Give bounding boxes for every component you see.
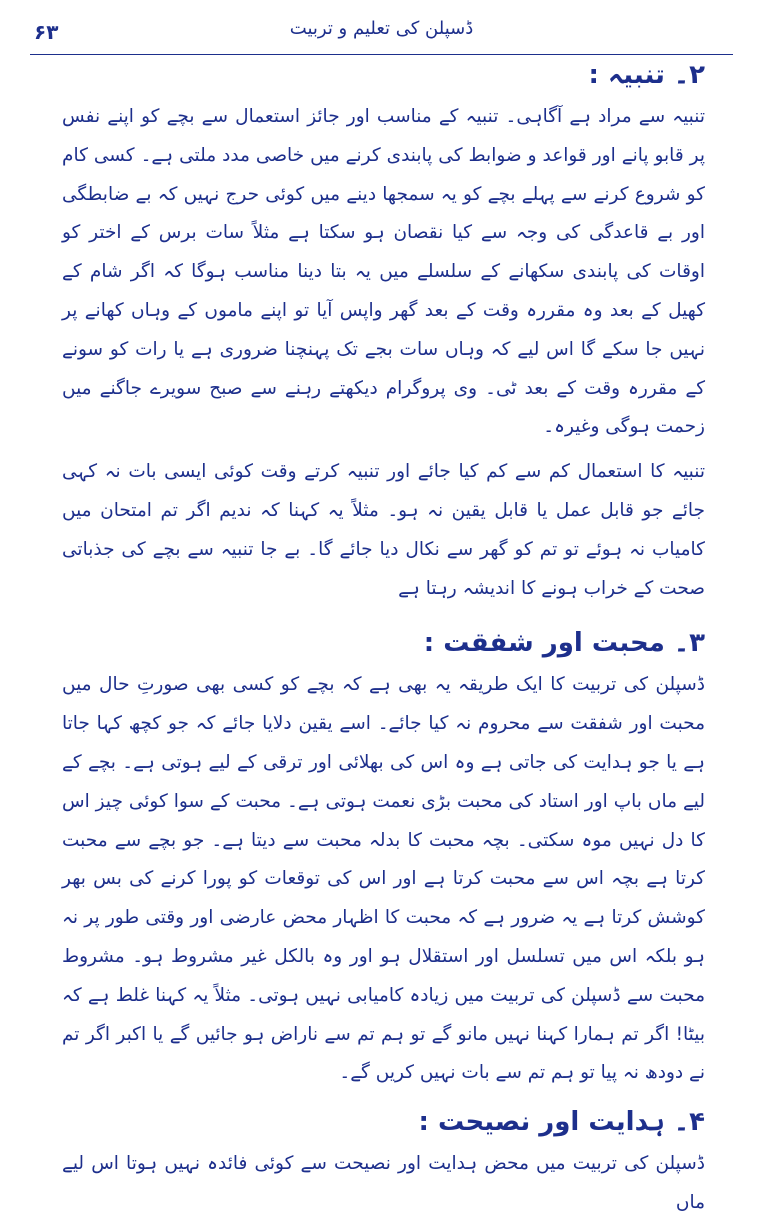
section-heading: ۳۔ محبت اور شفقت :: [423, 628, 705, 659]
paragraph: تنبیہ سے مراد ہے آگاہی۔ تنبیہ کے مناسب اور جائز استعمال سے بچے کو اپنے نفس پر قابو پانے اور قواعد و ضوابط کی پابندی کرنے میں خاصی مدد ملتی ہے۔ کسی کام کو شروع کرنے سے پہلے بچے کو یہ سمجھا دینے میں کوئی حرج نہیں کہ بے ضابطگی اور بے قاعدگی کی وجہ سے کیا نقصان ہو سکتا ہے مثلاً سات برس کے اختر کو اوقات کی پابندی سکھانے کے سلسلے میں یہ بتا دینا مناسب ہوگا کہ اگر شام کے کھیل کے بعد وہ مقررہ وقت کے بعد گھر واپس آیا تو اپنے ماموں کے وہاں کھانے پر نہیں جا سکے گا اس لیے کہ وہاں سات بجے تک پہنچنا ضروری ہے یا رات کو سونے کے مقررہ وقت کے بعد ٹی۔ وی پروگرام دیکھتے رہنے سے صبح سویرے جاگنے میں زحمت ہوگی وغیرہ۔: [62, 106, 705, 438]
page-number: ۶۳: [34, 20, 59, 44]
page-header: [30, 12, 733, 55]
paragraph: تنبیہ کا استعمال کم سے کم کیا جائے اور تنبیہ کرتے وقت کوئی ایسی بات نہ کہی جائے جو قابل عمل یا قابل یقین نہ ہو۔ مثلاً یہ کہنا کہ ندیم اگر تم امتحان میں کامیاب نہ ہوئے تو تم کو گھر سے نکال دیا جائے گا۔ بے جا تنبیہ سے بچے کی جذباتی صحت کے خراب ہونے کا اندیشہ رہتا ہے: [62, 461, 705, 599]
paragraph: ڈسپلن کی تربیت کا ایک طریقہ یہ بھی ہے کہ بچے کو کسی بھی صورتِ حال میں محبت اور شفقت سے محروم نہ کیا جائے۔ اسے یقین دلایا جائے کہ جو کچھ کہا جاتا ہے یا جو ہدایت کی جاتی ہے وہ اس کی بھلائی اور ترقی کے لیے ہوتی ہے۔ بچے کے لیے ماں باپ اور استاد کی محبت بڑی نعمت ہوتی ہے۔ محبت کے سوا کوئی چیز اس کا دل نہیں موہ سکتی۔ بچہ محبت کا بدلہ محبت سے دیتا ہے۔ جو بچے سے محبت کرتا ہے بچہ اس سے محبت کرتا ہے اور اس کی توقعات کو پورا کرنے کی بس بھر کوشش کرتا ہے یہ ضرور ہے کہ محبت کا اظہار محض عارضی اور وقتی طور پر نہ ہو بلکہ اس میں تسلسل اور استقلال ہو اور وہ بالکل غیر مشروط ہو۔ مشروط محبت سے ڈسپلن کی تربیت میں زیادہ کامیابی نہیں ہوتی۔ مثلاً یہ کہنا غلط ہے کہ بیٹا! اگر تم ہمارا کہنا نہیں مانو گے تو ہم تم سے ناراض ہو جائیں گے یا اکبر اگر تم نے دودھ نہ پیا تو ہم تم سے بات نہیں کریں گے۔: [62, 674, 705, 1084]
section-heading: ۴۔ ہدایت اور نصیحت :: [418, 1107, 705, 1138]
section-heading: ۲۔ تنبیہ :: [588, 60, 705, 90]
page-content: [62, 60, 705, 1229]
paragraph: ڈسپلن کی تربیت میں محض ہدایت اور نصیحت سے کوئی فائدہ نہیں ہوتا اس لیے ماں: [62, 1153, 705, 1213]
running-title: ڈسپلن کی تعلیم و تربیت: [289, 18, 474, 39]
